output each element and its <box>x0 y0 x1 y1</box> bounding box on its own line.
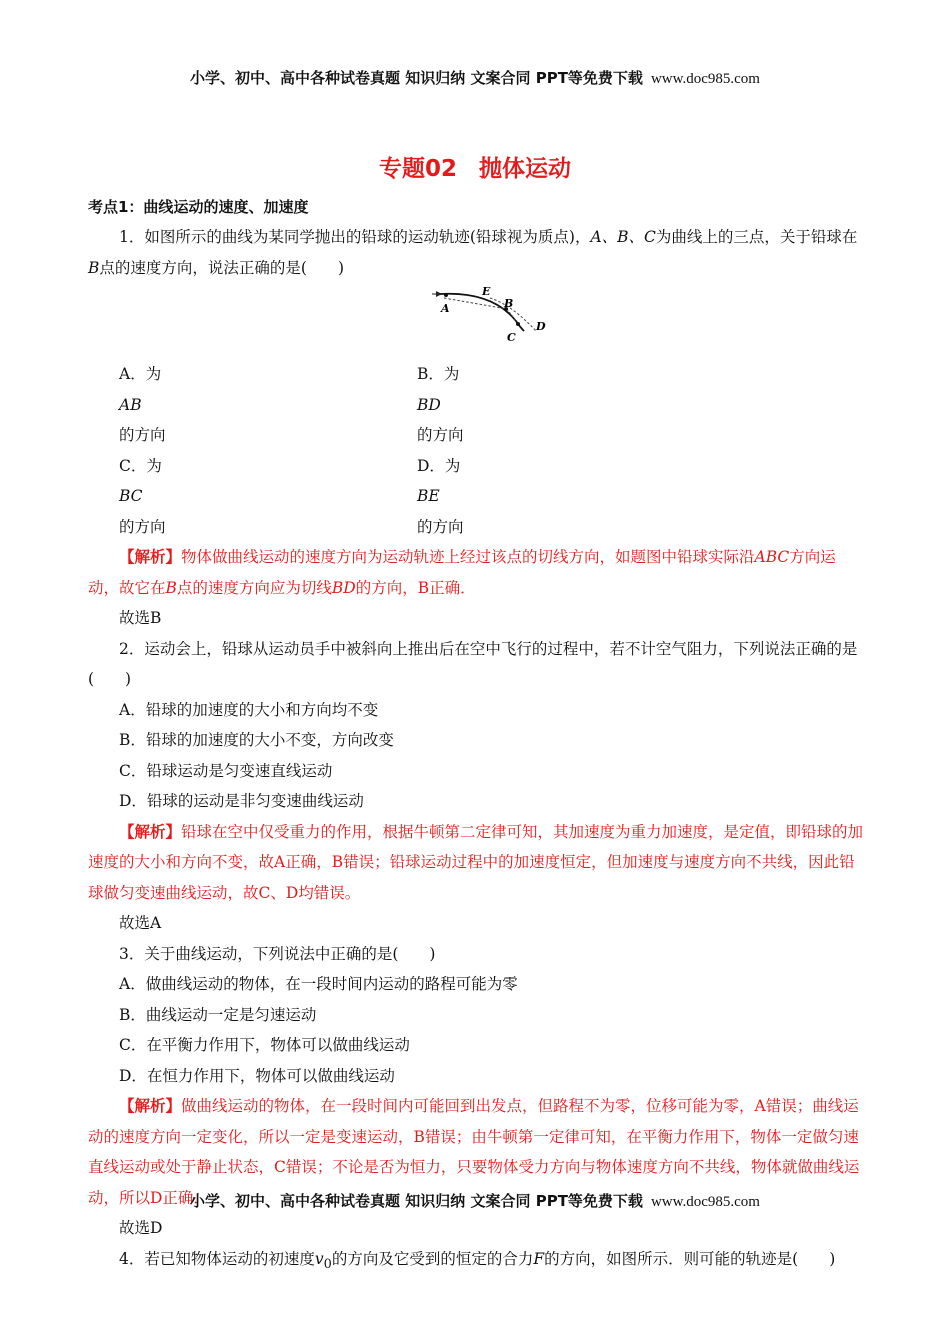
q4-stem: 4．若已知物体运动的初速度$v_0$的方向及它受到的恒定的合力F的方向，如图所示．则可能的轨迹是( ) <box>119 1249 836 1272</box>
footer-banner-url[interactable]: www.doc985.com <box>650 1194 760 1210</box>
q1-options-row2 <box>88 451 864 543</box>
q1-trajectory-figure <box>88 285 864 355</box>
document-body <box>88 222 864 1280</box>
q2-stem: 2．运动会上，铅球从运动员手中被斜向上推出后在空中飞行的过程中，若不计空气阻力，下列说法正确的是( ) <box>88 639 858 688</box>
q2-answer: 故选A <box>119 914 162 932</box>
chord-ab <box>444 298 507 309</box>
q1-option-b: B．为 BD 的方向 <box>417 365 464 444</box>
q3-stem: 3．关于曲线运动，下列说法中正确的是( ) <box>119 944 436 963</box>
label-b: B <box>504 297 514 310</box>
label-a: A <box>441 302 450 315</box>
label-d: D <box>536 320 546 333</box>
footer-banner-text: 小学、初中、高中各种试卷真题 知识归纳 文案合同 PPT等免费下载 <box>190 1192 643 1210</box>
q2-analysis: 【解析】铅球在空中仅受重力的作用，根据牛顿第二定律可知，其加速度为重力加速度，是定值，即铅球的加速度的大小和方向不变，故A正确，B错误；铅球运动过程中的加速度恒定，但加速度与速度方向不共线，因此铅球做匀变速曲线运动，故C、D均错误。 <box>88 821 864 902</box>
trajectory-diagram <box>432 285 552 355</box>
q1-option-c: C．为 BC 的方向 <box>119 456 166 536</box>
point-a <box>444 293 448 297</box>
header-banner-url[interactable]: www.doc985.com <box>650 71 760 87</box>
q3-answer: 故选D <box>119 1219 163 1237</box>
point-c <box>516 322 520 326</box>
footer-banner <box>0 1190 950 1211</box>
q2-option-c: C．铅球运动是匀变速直线运动 <box>119 761 333 780</box>
q1-stem: 1．如图所示的曲线为某同学抛出的铅球的运动轨迹(铅球视为质点)，A、B、C为曲线上的三点，关于铅球在B点的速度方向，说法正确的是( ) <box>88 228 858 277</box>
header-banner <box>0 67 950 88</box>
q2-option-b: B．铅球的加速度的大小不变，方向改变 <box>119 731 394 749</box>
header-banner-text: 小学、初中、高中各种试卷真题 知识归纳 文案合同 PPT等免费下载 <box>190 69 643 87</box>
q1-option-a: A．为 AB 的方向 <box>119 365 166 444</box>
q2-option-d: D．铅球的运动是非匀变速曲线运动 <box>119 792 364 810</box>
q3-option-d: D．在恒力作用下，物体可以做曲线运动 <box>119 1066 395 1085</box>
q3-option-b: B．曲线运动一定是匀速运动 <box>119 1005 317 1024</box>
q3-option-c: C．在平衡力作用下，物体可以做曲线运动 <box>119 1036 410 1054</box>
title-topic-number: 专题02 <box>378 156 457 182</box>
q2-option-a: A．铅球的加速度的大小和方向均不变 <box>119 700 379 719</box>
section-heading: 考点1：曲线运动的速度、加速度 <box>88 198 309 216</box>
label-c: C <box>507 331 516 344</box>
title-topic-name: 抛体运动 <box>479 156 571 182</box>
q1-analysis: 【解析】物体做曲线运动的速度方向为运动轨迹上经过该点的切线方向，如题图中铅球实际沿ABC方向运动，故它在B点的速度方向应为切线BD的方向，B正确． <box>88 547 836 597</box>
q1-answer: 故选B <box>119 609 162 627</box>
label-e: E <box>482 285 491 298</box>
q1-option-d: D．为 BE 的方向 <box>417 456 464 536</box>
page-title <box>0 150 950 183</box>
q1-options-row1 <box>88 359 864 451</box>
q3-analysis: 【解析】做曲线运动的物体，在一段时间内可能回到出发点，但路程不为零，位移可能为零，A错误；曲线运动的速度方向一定变化，所以一定是变速运动，B错误；由牛顿第一定律可知，在平衡力作用下，物体一定做匀速直线运动或处于静止状态，C错误；不论是否为恒力，只要物体受力方向与物体速度方向不共线，物体就做曲线运动，所以D正确． <box>88 1096 860 1207</box>
q3-option-a: A．做曲线运动的物体，在一段时间内运动的路程可能为零 <box>119 975 518 993</box>
